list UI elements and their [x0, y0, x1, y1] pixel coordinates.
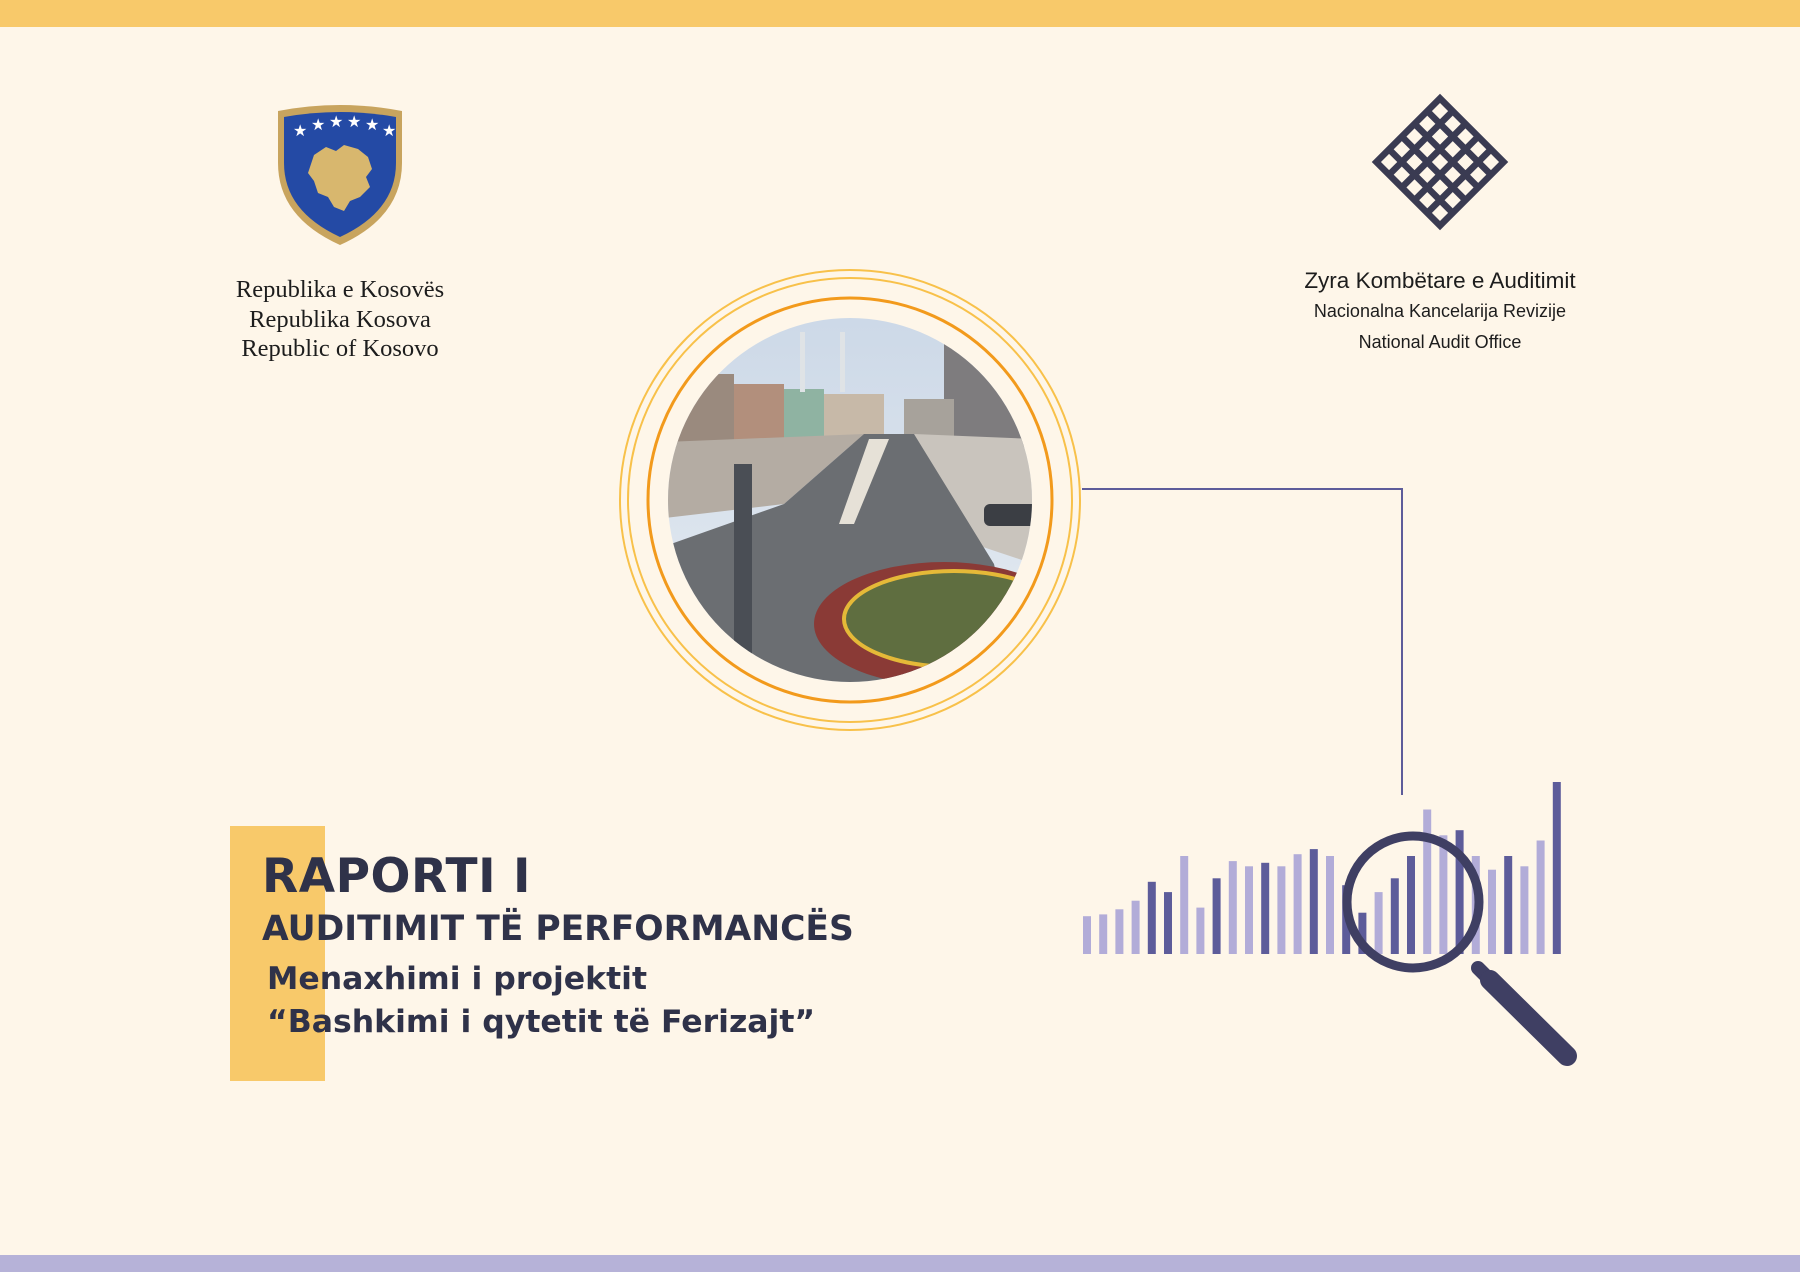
- report-subject-line1: Menaxhimi i projektit: [267, 961, 648, 997]
- report-type-line2: AUDITIMIT TË PERFORMANCËS: [262, 909, 854, 949]
- decor-bar: [1553, 782, 1561, 954]
- audit-office-block: [1270, 92, 1610, 358]
- decor-bar: [1504, 856, 1512, 954]
- bars-group: [1083, 782, 1561, 954]
- svg-text:★: ★: [365, 115, 380, 134]
- decor-bar: [1537, 841, 1545, 955]
- decor-bar: [1180, 856, 1188, 954]
- svg-text:★: ★: [311, 115, 326, 134]
- road-photo: [614, 264, 1086, 736]
- decor-bar: [1294, 854, 1302, 954]
- svg-text:★: ★: [347, 112, 362, 131]
- decor-bar: [1488, 870, 1496, 954]
- decor-bar: [1326, 856, 1334, 954]
- decor-bar: [1439, 835, 1447, 954]
- decor-bar: [1423, 810, 1431, 955]
- bottom-accent-bar: [0, 1255, 1800, 1272]
- decor-bar: [1310, 849, 1318, 954]
- report-title: [262, 848, 854, 1044]
- coat-of-arms-icon: [274, 105, 406, 247]
- decor-bar: [1261, 863, 1269, 954]
- decor-bar: [1229, 861, 1237, 954]
- decor-bar: [1213, 878, 1221, 954]
- report-subject-line2: “Bashkimi i qytetit të Ferizajt”: [267, 1004, 816, 1040]
- bars-illustration: [1070, 770, 1590, 1090]
- decor-bar: [1083, 916, 1091, 954]
- decor-bar: [1148, 882, 1156, 954]
- decor-bar: [1520, 866, 1528, 954]
- decor-bar: [1277, 866, 1285, 954]
- svg-text:★: ★: [329, 112, 344, 131]
- country-name-albanian: Republika e Kosovës: [235, 276, 445, 303]
- office-name-english: National Audit Office: [1358, 332, 1522, 352]
- decor-bar: [1245, 866, 1253, 954]
- svg-text:★: ★: [293, 121, 308, 140]
- country-name-serbian: Republika Kosova: [249, 305, 431, 333]
- decor-bar: [1407, 856, 1415, 954]
- office-name-albanian: Zyra Kombëtare e Auditimit: [1304, 268, 1576, 293]
- lattice-logo-icon: [1370, 92, 1510, 232]
- decor-bar: [1375, 892, 1383, 954]
- decor-bar: [1391, 878, 1399, 954]
- decor-bar: [1099, 914, 1107, 954]
- report-type-line1: RAPORTI I: [262, 849, 531, 904]
- republic-emblem-block: [200, 105, 480, 364]
- svg-text:★: ★: [382, 121, 397, 140]
- decor-bar: [1196, 908, 1204, 954]
- decor-bar: [1132, 901, 1140, 954]
- decor-bar: [1164, 892, 1172, 954]
- office-name-serbian: Nacionalna Kancelarija Revizije: [1313, 301, 1567, 321]
- country-name-english: Republic of Kosovo: [241, 335, 439, 362]
- decor-bar: [1115, 909, 1123, 954]
- top-accent-bar: [0, 0, 1800, 27]
